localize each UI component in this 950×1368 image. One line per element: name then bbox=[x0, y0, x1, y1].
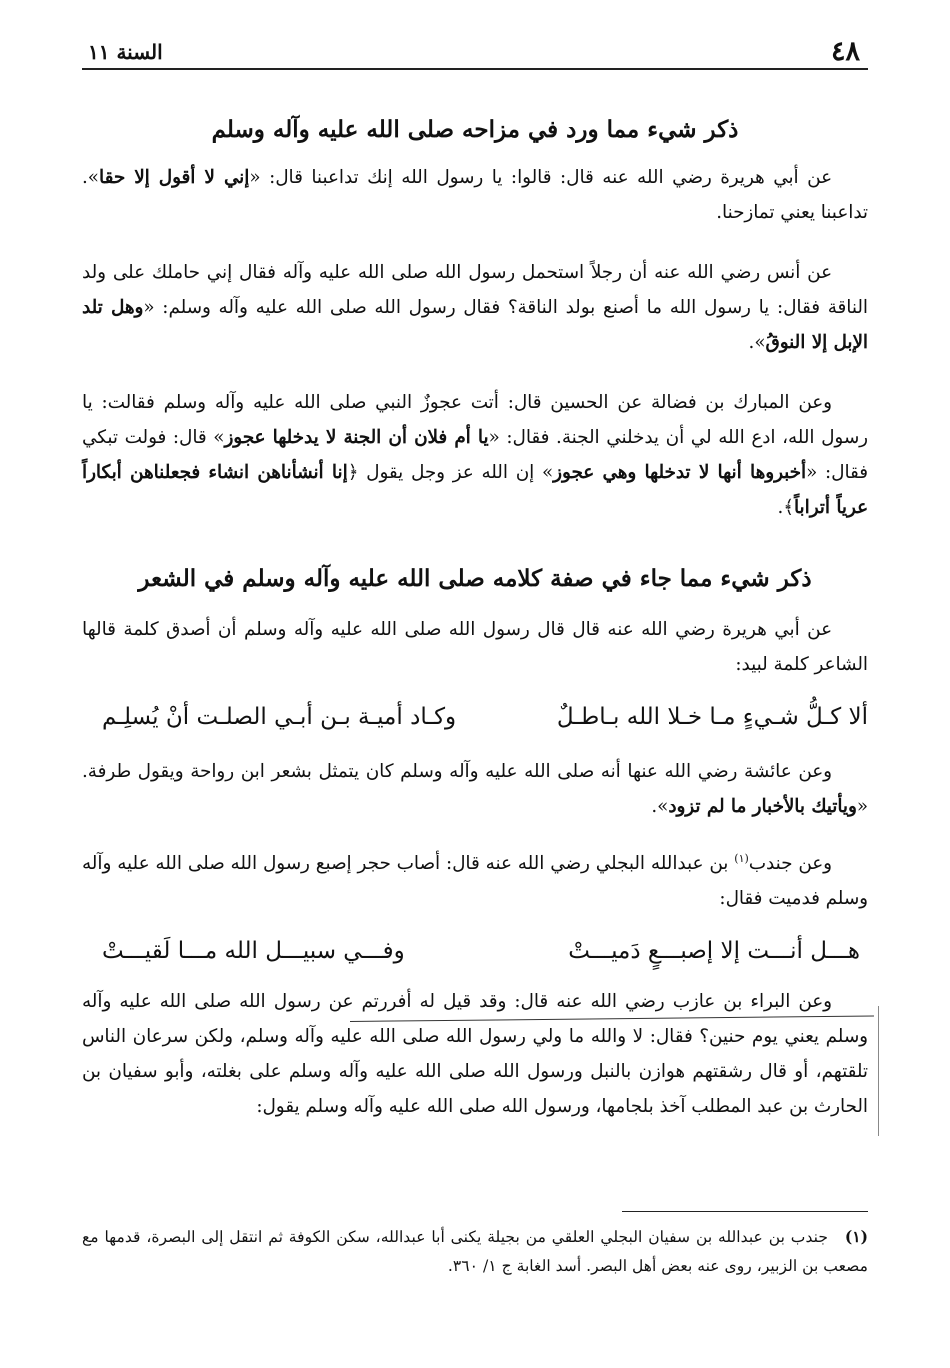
verse-first-hemistich: ألا كـلُّ شـيءٍ مـا خـلا الله بـاطـلٌ bbox=[556, 704, 868, 730]
paragraph-tail: ﴾. bbox=[777, 497, 794, 518]
paragraph-text: وعن عائشة رضي الله عنها أنه صلى الله عليه وآله وسلم كان يتمثل بشعر ابن رواحة ويقول طرفة. « bbox=[82, 761, 868, 817]
paragraph-jundub bbox=[82, 846, 868, 916]
paragraph-text: وعن جندب bbox=[748, 853, 832, 874]
verse-finger bbox=[82, 928, 868, 974]
section-heading-joking: ذكر شيء مما ورد في مزاحه صلى الله عليه وآله وسلم bbox=[211, 116, 739, 143]
paragraph-tail: ». bbox=[651, 796, 669, 817]
paragraph-text: عن أنس رضي الله عنه أن رجلاً استحمل رسول الله صلى الله عليه وآله فقال إني حاملك على ولد الناقة فقال: يا رسول الله ما أصنع بولد الناقة؟ فقال رسول الله صلى الله عليه وآله وسلم: « bbox=[82, 262, 869, 318]
paragraph-mid: » قال: فولت تبكي فقال: « bbox=[82, 427, 869, 483]
paragraph-text: عن أبي هريرة رضي الله عنه قال قال رسول الله صلى الله عليه وآله وسلم أن أصدق كلمة قالها الشاعر كلمة لبيد: bbox=[82, 619, 868, 675]
paragraph-tail: ». bbox=[748, 332, 766, 353]
paragraph-text: وعن البراء بن عازب رضي الله عنه قال: وقد قيل له أفررتم عن رسول الله صلى الله عليه وآله وسلم يعني يوم حنين؟ فقال: لا والله ما ولي رسول الله صلى الله عليه وآله وسلم، ولكن سرعان الناس تلقتهم، أو قال رشقتهم هوازن بالنبل ورسول الله صلى الله عليه وآله وسلم على بغلته، وأبو سفيان بن الحارث بن عبد المطلب آخذ بلجامها، ورسول الله صلى الله عليه وآله وسلم يقول: bbox=[82, 991, 868, 1117]
paragraph-text: عن أبي هريرة رضي الله عنه قال: قالوا: يا رسول الله إنك تداعبنا قال: « bbox=[249, 167, 832, 188]
footnote-text: جندب بن عبدالله بن سفيان البجلي العلقي من بجيلة يكنى أبا عبدالله، سكن الكوفة ثم انتقل إلى البصرة، قدمها مع مصعب بن الزبير، روى عنه بعض أهل البصر. أسد الغابة ج ١/ ٣٦٠. bbox=[82, 1228, 868, 1275]
poetry-quote: ويأتيك بالأخبار ما لم تزود bbox=[668, 796, 857, 817]
verse-second-hemistich: وكـاد أميـة بـن أبـي الصلـت أنْ يُسلِـم bbox=[102, 704, 457, 730]
paragraph-labid bbox=[82, 612, 868, 682]
paragraph-anas-camel bbox=[82, 255, 868, 360]
paragraph-text: وعن المبارك بن فضالة عن الحسين قال: أتت عجوزٌ النبي صلى الله عليه وآله وسلم فقالت: يا رسول الله، ادع الله لي أن يدخلني الجنة. فقال: « bbox=[82, 392, 868, 448]
footnote-marker[interactable]: (١) bbox=[734, 851, 749, 865]
verse-second-hemistich: وفـــي سبيـــل الله مـــا لَقيـــتْ bbox=[102, 938, 405, 964]
hadith-quote-1: يا أم فلان أن الجنة لا يدخلها عجوز bbox=[224, 427, 489, 448]
quran-quote: إنا أنشأناهن انشاء فجعلناهن أبكاراً عرياً أتراباً bbox=[82, 462, 868, 518]
running-title: السنة ١١ bbox=[88, 40, 163, 64]
paragraph-abu-hurayra-joking bbox=[82, 160, 868, 230]
hadith-quote: إني لا أقول إلا حقا bbox=[99, 167, 250, 188]
paragraph-tail: ». تداعبنا يعني تمازحنا. bbox=[82, 167, 868, 223]
section-heading-poetry: ذكر شيء مما جاء في صفة كلامه صلى الله عليه وآله وسلم في الشعر bbox=[138, 565, 812, 592]
hadith-quote: وهل تلد الإبل إلا النوقُ bbox=[82, 297, 868, 353]
verse-first-hemistich: هـــل أنـــت إلا إصبـــعٍ دَميـــتْ bbox=[568, 938, 860, 964]
book-page bbox=[82, 0, 868, 1368]
page-number: ٤٨ bbox=[830, 36, 860, 67]
footnote bbox=[82, 1222, 868, 1281]
paragraph-bara-hunayn bbox=[82, 984, 868, 1124]
verse-labid bbox=[82, 694, 868, 740]
paragraph-text-cont: بن عبدالله البجلي رضي الله عنه قال: أصاب حجر إصبع رسول الله صلى الله عليه وآله وسلم فدميت فقال: bbox=[82, 853, 868, 909]
paragraph-mid-2: » إن الله عز وجل يقول ﴿ bbox=[347, 462, 554, 483]
paragraph-aisha bbox=[82, 754, 868, 824]
footnote-number: (١) bbox=[844, 1227, 868, 1246]
header-rule bbox=[82, 68, 868, 70]
footnote-rule bbox=[622, 1211, 868, 1212]
running-head bbox=[82, 36, 868, 68]
scan-artifact-tick bbox=[878, 1006, 879, 1136]
paragraph-old-woman bbox=[82, 385, 868, 525]
hadith-quote-2: أخبروها أنها لا تدخلها وهي عجوز bbox=[553, 462, 807, 483]
